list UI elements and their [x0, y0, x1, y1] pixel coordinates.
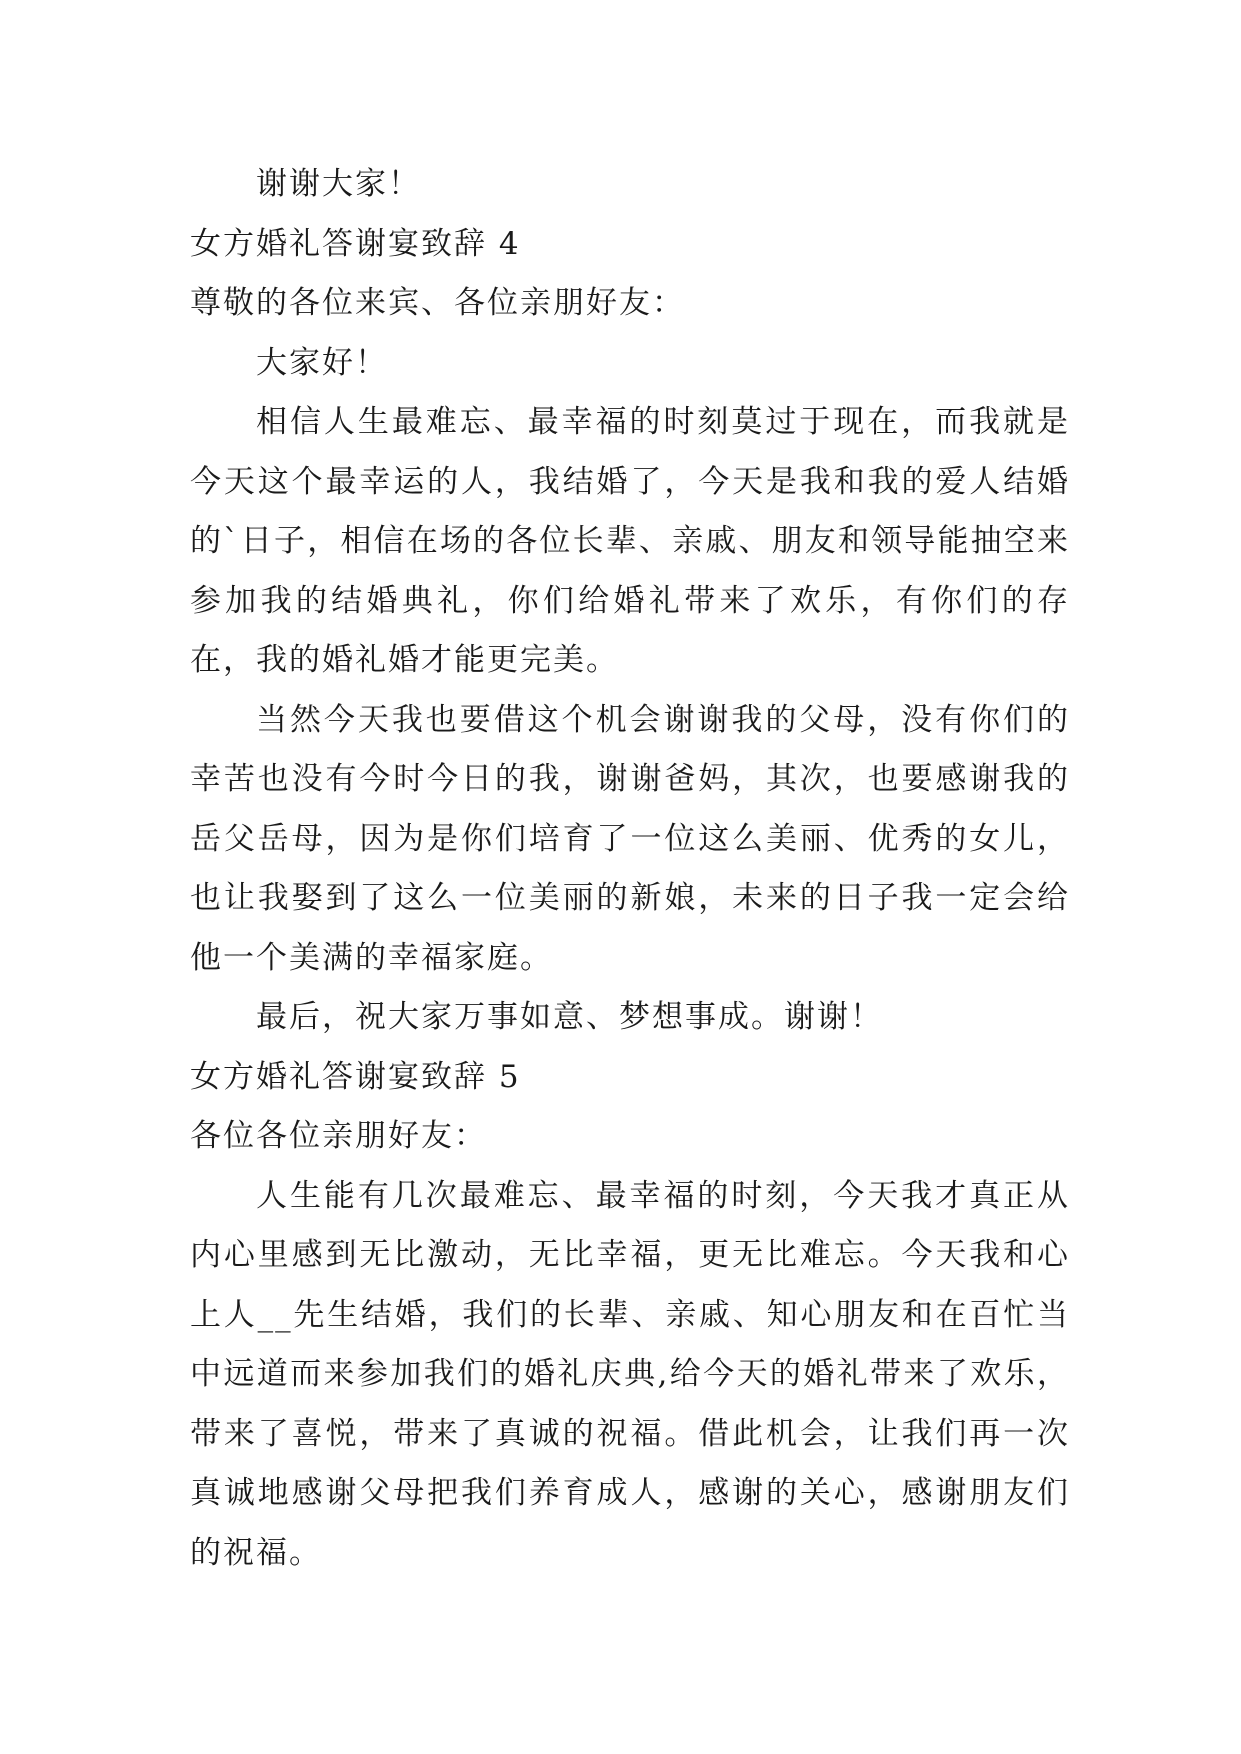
- speech-4-paragraph-1: 相信人生最难忘、最幸福的时刻莫过于现在，而我就是今天这个最幸运的人，我结婚了，今天是我和我的爱人结婚的`日子，相信在场的各位长辈、亲戚、朋友和领导能抽空来参加我的结婚典礼，你们给婚礼带来了欢乐，有你们的存在，我的婚礼婚才能更完美。: [190, 404, 1070, 678]
- speech-5-title: 女方婚礼答谢宴致辞 5: [190, 1058, 521, 1095]
- speech-4-closing: 最后，祝大家万事如意、梦想事成。谢谢！: [256, 999, 883, 1035]
- speech-4-title: 女方婚礼答谢宴致辞 4: [190, 225, 521, 262]
- closing-thanks: 谢谢大家！: [256, 166, 421, 202]
- speech-4-greeting: 大家好！: [256, 344, 388, 381]
- speech-4-paragraph-2: 当然今天我也要借这个机会谢谢我的父母，没有你们的幸苦也没有今时今日的我，谢谢爸妈，其次，也要感谢我的岳父岳母，因为是你们培育了一位这么美丽、优秀的女儿，也让我娶到了这么一位美丽的新娘，未来的日子我一定会给他一个美满的幸福家庭。: [190, 701, 1070, 976]
- speech-5-salutation: 各位各位亲朋好友：: [190, 1118, 487, 1154]
- speech-4-salutation: 尊敬的各位来宾、各位亲朋好友：: [190, 285, 685, 321]
- document-page: [190, 155, 1070, 1583]
- speech-5-paragraph-1: 人生能有几次最难忘、最幸福的时刻，今天我才真正从内心里感到无比激动，无比幸福，更无比难忘。今天我和心上人__先生结婚，我们的长辈、亲戚、知心朋友和在百忙当中远道而来参加我们的婚礼庆典,给今天的婚礼带来了欢乐，带来了喜悦，带来了真诚的祝福。借此机会，让我们再一次真诚地感谢父母把我们养育成人，感谢的关心，感谢朋友们的祝福。: [190, 1177, 1070, 1571]
